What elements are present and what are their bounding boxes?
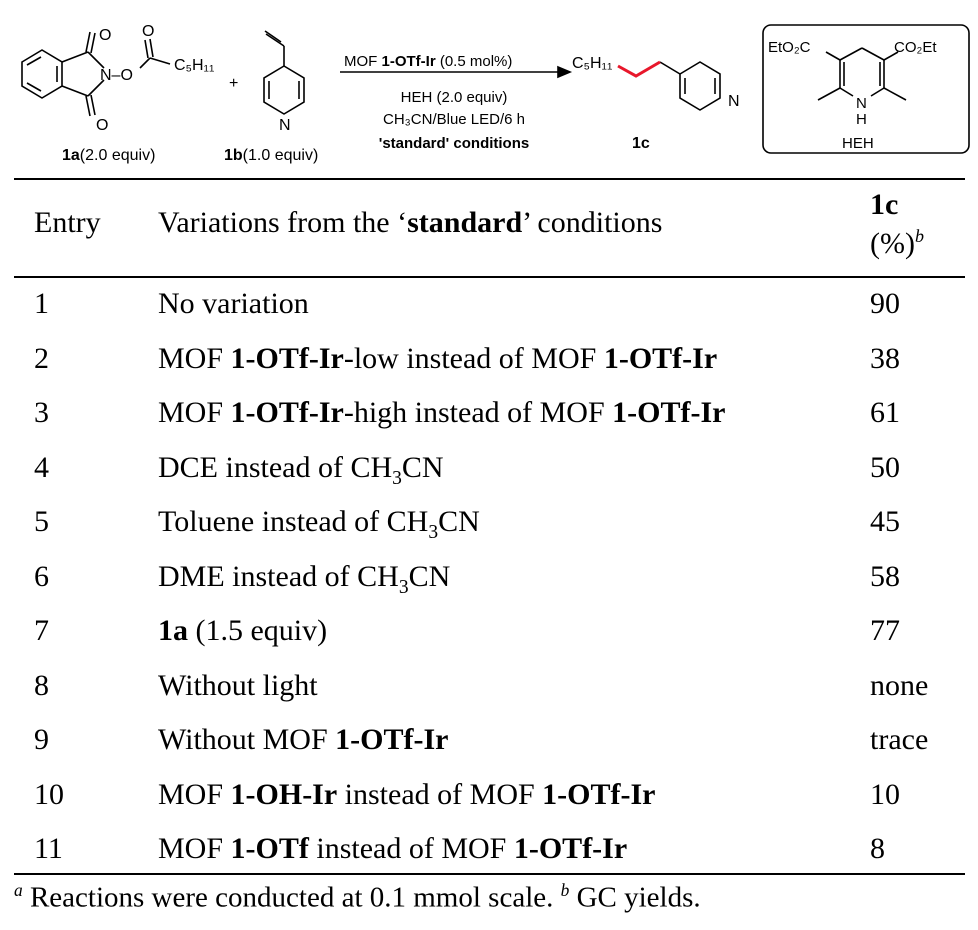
header-yield-unit: (%)$^b$ (870, 226, 924, 260)
table-row (0, 713, 978, 767)
variation-text: MOF 1-OTf-Ir-high instead of MOF 1-OTf-Ir (158, 396, 726, 429)
table-row (0, 659, 978, 713)
yield-value: 38 (870, 341, 900, 375)
table-row (0, 332, 978, 386)
entry-number: 5 (34, 505, 49, 538)
1a-oxygen-ester: O (142, 23, 155, 40)
entry-number: 10 (34, 777, 64, 811)
yield-value: 45 (870, 505, 900, 538)
yield-value: 90 (870, 287, 900, 320)
variation-text: MOF 1-OH-Ir instead of MOF 1-OTf-Ir (158, 777, 656, 811)
variation-text: Without light (158, 668, 318, 702)
plus-sign: + (229, 75, 239, 92)
arrow-catalyst: MOF 1-OTf-Ir (0.5 mol%) (344, 53, 513, 70)
variation-text: DME instead of $CH_3CN$ (158, 559, 451, 598)
arrow-reagent: HEH (2.0 equiv) (400, 89, 508, 106)
heh-hydrogen: H (856, 111, 867, 128)
arrow-conditions: 'standard' conditions (378, 135, 530, 152)
variation-text: Toluene instead of $CH_3CN$ (158, 505, 480, 543)
yield-value: 8 (870, 832, 885, 865)
1a-label: 1a(2.0 equiv) (62, 147, 156, 164)
table-row (0, 441, 978, 495)
reaction-scheme (0, 0, 978, 178)
table-row (0, 277, 978, 331)
pyridine-ring-1c (680, 62, 720, 110)
yield-value: 61 (870, 396, 900, 429)
1b-label: 1b(1.0 equiv) (224, 147, 319, 164)
variation-text: 1a (1.5 equiv) (158, 614, 328, 647)
arrow-solvent: CH₃CN/Blue LED/6 h (383, 111, 525, 128)
table-row (0, 495, 978, 549)
entry-number: 8 (34, 668, 49, 702)
variation-text: MOF 1-OTf-Ir-low instead of MOF 1-OTf-Ir (158, 341, 718, 375)
entry-number: 4 (34, 450, 49, 484)
entry-number: 7 (34, 614, 49, 647)
table-row (0, 604, 978, 658)
entry-number: 6 (34, 559, 49, 593)
entry-number: 11 (34, 832, 63, 865)
1a-n-o-link: N–O (100, 67, 133, 84)
entry-number: 2 (34, 341, 49, 375)
heh-right-group: CO₂Et (894, 39, 937, 56)
table-top-rule (14, 178, 965, 180)
header-variations: Variations from the ‘standard’ conditions (158, 206, 663, 239)
variation-text: DCE instead of $CH_3CN$ (158, 450, 444, 489)
variation-text: No variation (158, 287, 309, 320)
product-label: 1c (632, 135, 650, 152)
table-footnote: $^a$ Reactions were conducted at 0.1 mmol scale. $^b$ GC yields. (14, 880, 701, 914)
yield-value: none (870, 668, 929, 702)
product-nitrogen: N (728, 93, 740, 110)
yield-value: 77 (870, 614, 900, 647)
1a-oxygen-top: O (99, 27, 112, 44)
yield-value: trace (870, 723, 929, 756)
1b-nitrogen: N (279, 117, 291, 134)
table-row (0, 386, 978, 440)
yield-value: 10 (870, 777, 900, 811)
entry-number: 3 (34, 396, 49, 429)
1a-oxygen-bottom: O (96, 117, 109, 134)
header-entry: Entry (34, 206, 101, 239)
heh-label: HEH (842, 135, 874, 152)
variation-text: Without MOF 1-OTf-Ir (158, 723, 449, 756)
benzene-ring-1a (22, 50, 62, 98)
variation-text: MOF 1-OTf instead of MOF 1-OTf-Ir (158, 832, 628, 865)
heh-nitrogen: N (856, 95, 867, 112)
table-row (0, 768, 978, 822)
table-row (0, 822, 978, 876)
yield-value: 58 (870, 559, 900, 593)
entry-number: 1 (34, 287, 49, 320)
header-yield-compound: 1c (870, 188, 899, 221)
table-row (0, 550, 978, 604)
1a-chain: C₅H₁₁ (174, 57, 215, 74)
pyridine-ring-1b (264, 66, 304, 114)
product-chain: C₅H₁₁ (572, 55, 613, 72)
heh-left-group: EtO₂C (768, 39, 811, 56)
yield-value: 50 (870, 450, 900, 484)
entry-number: 9 (34, 723, 49, 756)
